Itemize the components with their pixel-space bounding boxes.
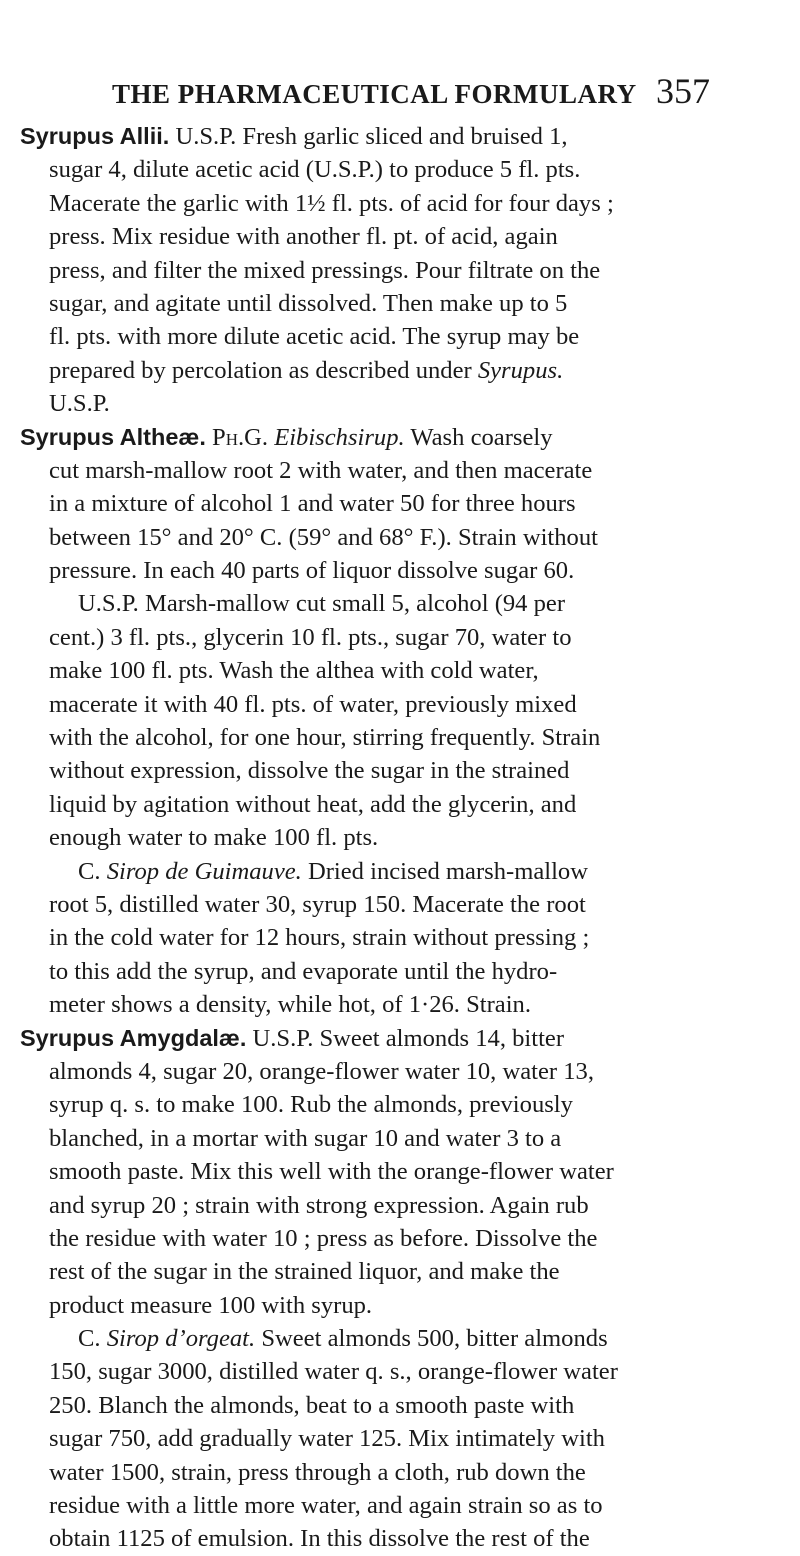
text-run: almonds 4, sugar 20, orange-flower water 10, water 13,	[49, 1057, 594, 1085]
text-run: product measure 100 with syrup.	[49, 1291, 373, 1319]
italic-term: Syrupus.	[477, 356, 564, 384]
text-run: with the alcohol, for one hour, stirring frequently. Strain	[49, 724, 601, 752]
text-line	[20, 721, 710, 754]
italic-term: Eibischsirup.	[274, 423, 405, 451]
text-line	[20, 1122, 710, 1155]
text-line	[20, 1422, 710, 1455]
text-line	[20, 454, 710, 487]
text-run: obtain 1125 of emulsion. In this dissolve the rest of the	[49, 1525, 590, 1553]
text-run: without expression, dissolve the sugar in the strained	[49, 757, 570, 785]
text-run: between 15° and 20° C. (59° and 68° F.). Strain without	[49, 523, 598, 551]
text-run: Dried incised marsh-mallow	[301, 857, 588, 885]
text-line	[20, 1322, 710, 1355]
text-run: macerate it with 40 fl. pts. of water, previously mixed	[49, 690, 577, 718]
text-run: liquid by agitation without heat, add the glycerin, and	[49, 790, 577, 818]
text-line	[20, 1522, 710, 1555]
text-line	[20, 487, 710, 520]
text-line	[20, 788, 710, 821]
running-head	[112, 72, 710, 112]
text-run: smooth paste. Mix this well with the orange-flower water	[49, 1158, 614, 1186]
text-line	[20, 254, 710, 287]
text-run: sugar 4, dilute acetic acid (U.S.P.) to produce 5 fl. pts.	[49, 156, 581, 184]
text-line	[20, 354, 710, 387]
text-line	[20, 888, 710, 921]
text-line	[20, 1022, 710, 1055]
entry-heading: Syrupus Amygdalæ.	[20, 1024, 247, 1051]
text-run: water 1500, strain, press through a cloth, rub down the	[49, 1458, 586, 1486]
entry-heading: Syrupus Allii.	[20, 123, 170, 149]
formula-entry	[20, 120, 710, 421]
text-line	[20, 187, 710, 220]
text-run: blanched, in a mortar with sugar 10 and water 3 to a	[49, 1124, 562, 1152]
text-line	[20, 988, 710, 1021]
text-run: root 5, distilled water 30, syrup 150. Macerate the root	[49, 890, 586, 918]
text-run: U.S.P. Marsh-mallow cut small 5, alcohol (94 per	[78, 590, 566, 618]
text-run: the residue with water 10 ; press as before. Dissolve the	[49, 1224, 598, 1252]
text-line	[20, 1155, 710, 1188]
text-run: cut marsh-mallow root 2 with water, and then macerate	[49, 456, 593, 484]
text-line	[20, 855, 710, 888]
page-body	[20, 120, 710, 1556]
text-line	[20, 654, 710, 687]
text-line	[20, 320, 710, 353]
text-run: U.S.P. Fresh garlic sliced and bruised 1,	[169, 123, 568, 150]
text-line	[20, 287, 710, 320]
text-run: syrup q. s. to make 100. Rub the almonds, previously	[49, 1091, 573, 1119]
text-run: and syrup 20 ; strain with strong expression. Again rub	[49, 1191, 589, 1219]
text-line	[20, 1189, 710, 1222]
text-run: Macerate the garlic with 1½ fl. pts. of acid for four days ;	[49, 189, 614, 217]
text-line	[20, 1456, 710, 1489]
text-line	[20, 554, 710, 587]
text-line	[20, 1355, 710, 1388]
text-run: in the cold water for 12 hours, strain without pressing ;	[49, 924, 590, 952]
text-run: sugar 750, add gradually water 125. Mix intimately with	[49, 1425, 605, 1453]
text-line	[20, 1055, 710, 1088]
text-run: U.S.P.	[49, 390, 110, 418]
italic-term: Sirop d’orgeat.	[106, 1325, 256, 1353]
text-line	[20, 387, 710, 420]
text-line	[20, 955, 710, 988]
text-line	[20, 1088, 710, 1121]
text-run: sugar, and agitate until dissolved. Then make up to 5	[49, 289, 568, 317]
text-run: 250. Blanch the almonds, beat to a smooth paste with	[49, 1391, 575, 1419]
text-line	[20, 220, 710, 253]
text-run: to this add the syrup, and evaporate until the hydro-	[49, 957, 558, 985]
text-line	[20, 1389, 710, 1422]
text-line	[20, 421, 710, 454]
text-run: cent.) 3 fl. pts., glycerin 10 fl. pts., sugar 70, water to	[49, 623, 572, 651]
text-run: in a mixture of alcohol 1 and water 50 for three hours	[49, 490, 576, 518]
text-run: pressure. In each 40 parts of liquor dissolve sugar 60.	[49, 557, 575, 585]
text-run: meter shows a density, while hot, of 1·26. Strain.	[49, 991, 532, 1019]
text-run: Wash coarsely	[404, 423, 553, 451]
text-line	[20, 120, 710, 153]
page-number: 357	[656, 71, 710, 111]
entry-heading: Syrupus Altheæ.	[20, 423, 206, 450]
text-line	[20, 688, 710, 721]
text-run: U.S.P. Sweet almonds 14, bitter	[246, 1024, 565, 1052]
text-line	[20, 1222, 710, 1255]
text-line	[20, 587, 710, 620]
text-run: press. Mix residue with another fl. pt. of acid, again	[49, 223, 558, 251]
text-run: rest of the sugar in the strained liquor, and make the	[49, 1258, 560, 1286]
text-run: C.	[78, 857, 107, 885]
text-run: prepared by percolation as described under	[49, 356, 478, 384]
text-line	[20, 754, 710, 787]
text-line	[20, 1489, 710, 1522]
formula-entry	[20, 1022, 710, 1556]
text-run: make 100 fl. pts. Wash the althea with cold water,	[49, 657, 539, 685]
text-run: press, and filter the mixed pressings. Pour filtrate on the	[49, 256, 601, 284]
text-run: 150, sugar 3000, distilled water q. s., orange-flower water	[49, 1358, 618, 1386]
text-line	[20, 1289, 710, 1322]
text-line	[20, 821, 710, 854]
text-run: residue with a little more water, and again strain so as to	[49, 1492, 603, 1520]
text-line	[20, 153, 710, 186]
text-line	[20, 921, 710, 954]
formula-entry	[20, 421, 710, 1022]
text-line	[20, 621, 710, 654]
text-run: fl. pts. with more dilute acetic acid. The syrup may be	[49, 323, 580, 351]
text-line	[20, 1255, 710, 1288]
text-run: enough water to make 100 fl. pts.	[49, 824, 379, 852]
running-title: THE PHARMACEUTICAL FORMULARY	[112, 79, 637, 109]
text-run: Sweet almonds 500, bitter almonds	[255, 1325, 608, 1353]
text-run: C.	[78, 1325, 107, 1353]
pharmacopoeia-abbrev: Ph.G.	[212, 423, 269, 451]
text-line	[20, 521, 710, 554]
italic-term: Sirop de Guimauve.	[106, 857, 302, 885]
